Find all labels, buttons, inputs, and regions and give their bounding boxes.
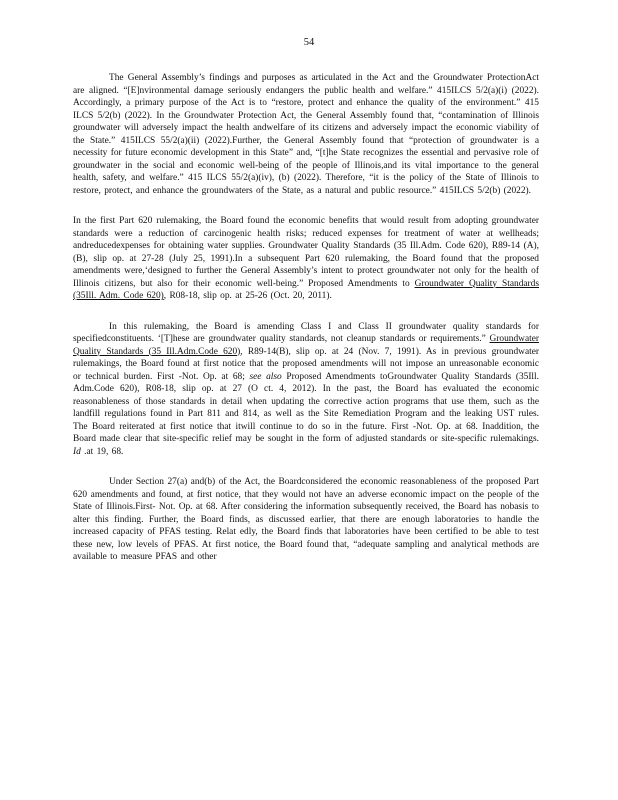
page-number: 54 (303, 37, 315, 48)
italic-signal: see also (249, 371, 282, 382)
paragraph-section-27 (73, 476, 539, 564)
paragraph-this-rulemaking (73, 321, 539, 459)
paragraph-text: Proposed Amendments toGroundwater Quality Standards (35Ill. Adm.Code 620), R08-18, slip op. at 27 (O ct. 4, 2012). In the past, the Board has evaluated the economic reasonableness of those standards in detail when updating the corrective action programs that use them, such as the landfill regulations found in Part 811 and 814, as well as the Site Remediation Program and the leaking UST rules. The Board reiterated at first notice that itwill continue to do so in the future. First -Not. Op. at 68. Inaddition, the Board made clear that site-specific relief may be sought in the form of adjusted standards or site-specific rulemakings. (73, 371, 539, 444)
paragraph-text: In the first Part 620 rulemaking, the Board found the economic benefits that would result from adopting groundwater standards were a reduction of carcinogenic health risks; reduced expenses for treatment of water at wellheads; andreducedexpenses for obtaining water supplies. Groundwater Quality Standards (35 Ill.Adm. Code 620), R89-14 (A), (B), slip op. at 27-28 (July 25, 1991).In a subsequent Part 620 rulemaking, the Board found that the proposed amendments were,‘designed to further the General Assembly’s intent to protect groundwater not only for the health of Illinois citizens, but also for their economic well-being.” Proposed Amendments to (73, 216, 539, 289)
document-body (73, 72, 539, 564)
paragraph-first-rulemaking (73, 215, 539, 303)
paragraph-text: , R89-14(B), slip op. at 24 (Nov. 7, 1991). As in previous groundwater rulemakings, the Board found at first notice that the proposed amendments will not impose an unreasonable economic or technical burden. First -Not. Op. at 68; (73, 346, 539, 382)
case-citation: Groundwater Quality Standards (35Ill. Adm. Code 620) (73, 278, 539, 301)
paragraph-text: .at 19, 68. (80, 446, 124, 457)
paragraph-text: , R08-18, slip op. at 25-26 (Oct. 20, 2011). (163, 291, 332, 301)
italic-signal: Id (73, 446, 81, 457)
paragraph-general-assembly-findings (73, 72, 539, 197)
paragraph-text: In this rulemaking, the Board is amending Class I and Class II groundwater quality standards for specifiedconstituents. ‘[T]hese are groundwater quality standards, not cleanup standards or requirements.” (73, 321, 539, 344)
paragraph-text: The General Assembly’s findings and purposes as articulated in the Act and the Groundwater ProtectionAct are aligned. “[E]nvironmental damage seriously endangers the public health and welfare.” 415ILCS 5/2(a)(i) (2022). Accordingly, a primary purpose of the Act is to “restore, protect and enhance the quality of the environment.” 415 ILCS 5/2(b) (2022). In the Groundwater Protection Act, the General Assembly found that, “contamination of Illinois groundwater will adversely impact the health andwelfare of its citizens and adversely impact the economic viability of the State.” 415ILCS 55/2(a)(ii) (2022).Further, the General Assembly found that “protection of groundwater is a necessity for future economic development in this State” and, “[t]he State recognizes the essential and pervasive role of groundwater in the social and economic well-being of the people of Illinois,and its vital importance to the general health, safety, and welfare.” 415 ILCS 55/2(a)(iv), (b) (2022). Therefore, “it is the policy of the State of Illinois to restore, protect, and enhance the groundwaters of the State, as a natural and public resource.” 415ILCS 5/2(b) (2022). (73, 73, 539, 196)
paragraph-text: Under Section 27(a) and(b) of the Act, the Boardconsidered the economic reasonableness of the proposed Part 620 amendments and found, at first notice, that they would not have an adverse economic impact on the people of the State of Illinois.First- Not. Op. at 68. After considering the information subsequently received, the Board has nobasis to alter this finding. Further, the Board finds, as discussed earlier, that there are enough laboratories to handle the increased capacity of PFAS testing. Relat edly, the Board finds that laboratories have been certified to be able to test these new, low levels of PFAS. At first notice, the Board found that, “adequate sampling and analytical methods are available to measure PFAS and other (73, 477, 539, 562)
case-citation: Groundwater Quality Standards (35 Ill.Adm.Code 620) (73, 334, 539, 357)
